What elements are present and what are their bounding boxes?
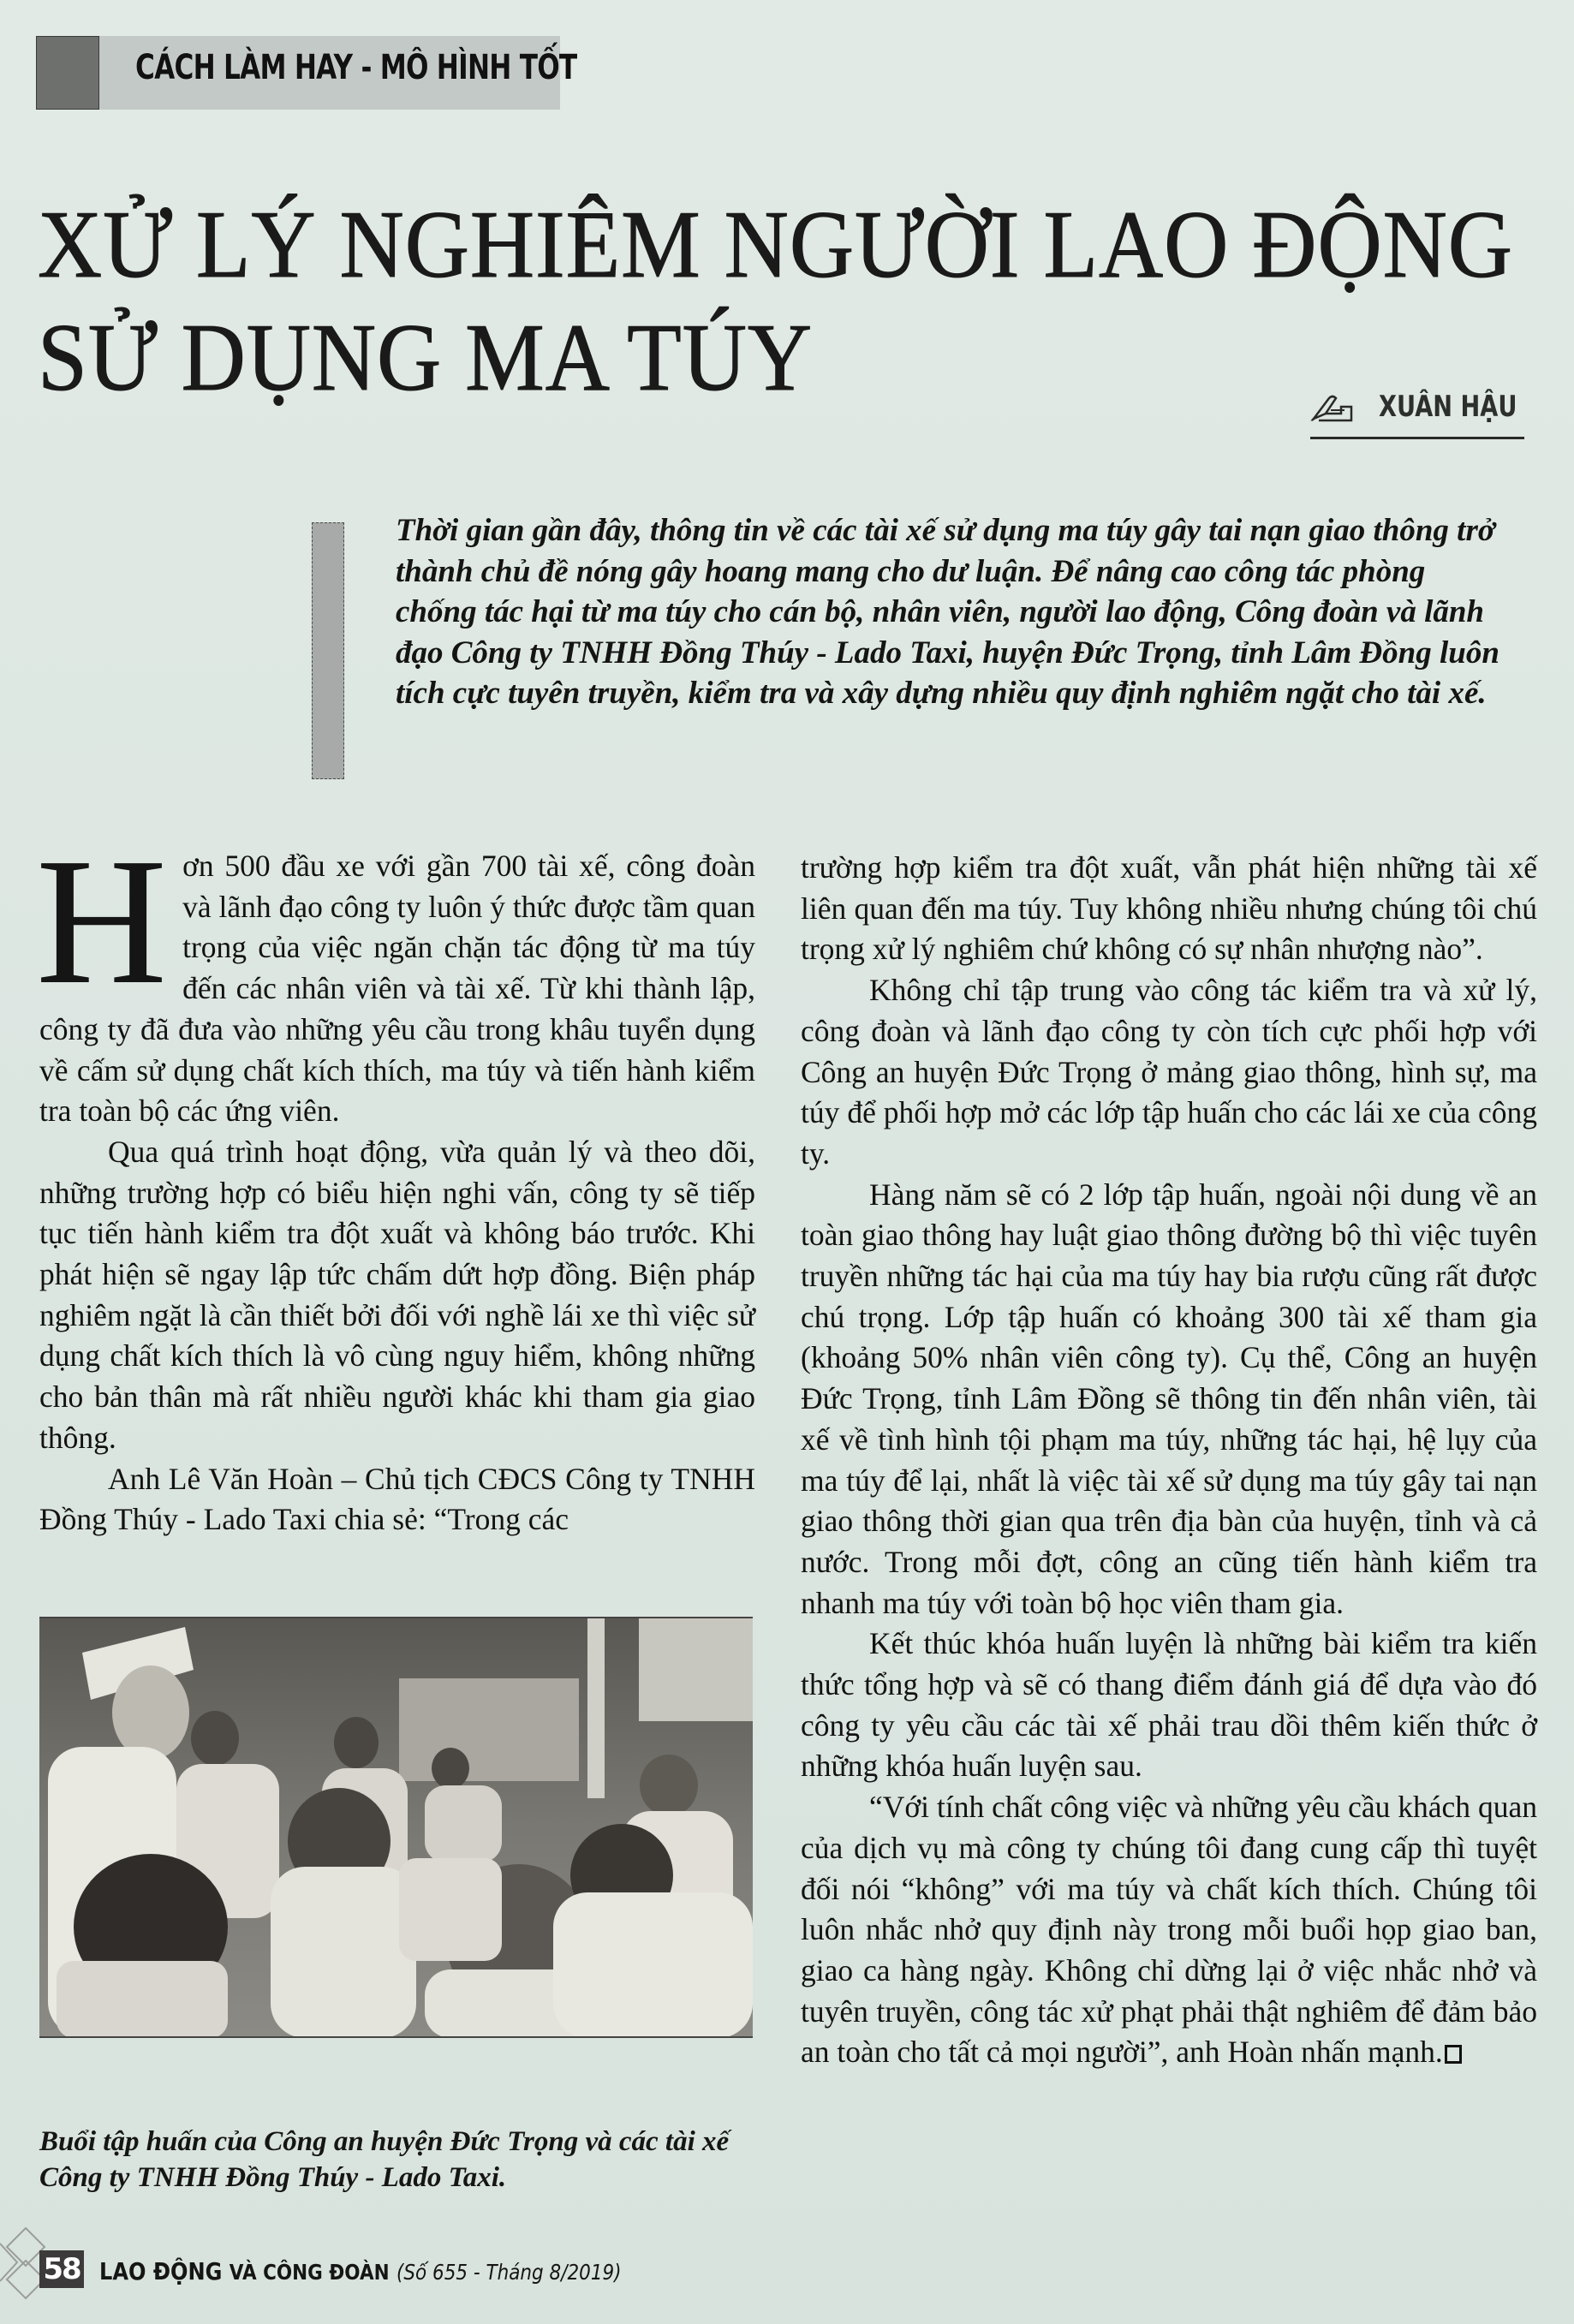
author-name: XUÂN HẬU <box>1379 390 1517 424</box>
body-paragraph: Anh Lê Văn Hoàn – Chủ tịch CĐCS Công ty TNHH Đồng Thúy - Lado Taxi chia sẻ: “Trong các <box>39 1461 755 1537</box>
article-title-line-2: SỬ DỤNG MA TÚY <box>38 305 814 411</box>
section-label: CÁCH LÀM HAY - MÔ HÌNH TỐT <box>135 48 577 87</box>
byline-underline <box>1310 437 1524 439</box>
issue-info: (Số 655 - Tháng 8/2019) <box>396 2260 622 2285</box>
publication-name <box>99 2257 622 2285</box>
drop-cap: H <box>36 820 168 1022</box>
body-paragraph <box>801 1787 1537 2073</box>
article-photo <box>39 1617 753 2038</box>
end-of-article-box-icon <box>1445 2045 1462 2064</box>
training-session-photo <box>39 1618 753 2036</box>
body-paragraph: Không chỉ tập trung vào công tác kiểm tra và xử lý, công đoàn và lãnh đạo công ty còn tích cực phối hợp với Công an huyện Đức Trọng ở mảng giao thông, hình sự, ma túy để phối hợp mở các lớp tập huấn cho các lái xe của công ty. <box>801 973 1537 1171</box>
page-number: 58 <box>39 2250 84 2288</box>
paragraph-text: ơn 500 đầu xe với gần 700 tài xế, công đoàn và lãnh đạo công ty luôn ý thức được tầm quan trọng của việc ngăn chặn tác động từ ma túy đến các nhân viên và tài xế. Từ khi thành lập, công ty đã đưa vào những yêu cầu trong khâu tuyển dụng về cấm sử dụng chất kích thích, ma túy và tiến hành kiểm tra toàn bộ các ứng viên. <box>39 849 755 1129</box>
lead-accent-bar <box>312 522 344 779</box>
body-paragraph: Qua quá trình hoạt động, vừa quản lý và theo dõi, những trường hợp có biểu hiện nghi vấn, công ty sẽ tiếp tục tiến hành kiểm tra đột xuất và không báo trước. Khi phát hiện sẽ ngay lập tức chấm dứt hợp đồng. Biện pháp nghiêm ngặt là cần thiết bởi đối với nghề lái xe thì việc sử dụng chất kích thích là vô cùng nguy hiểm, không những cho bản thân mà rất nhiều người khác khi tham gia giao thông. <box>39 1134 755 1455</box>
body-paragraph: trường hợp kiểm tra đột xuất, vẫn phát hiện những tài xế liên quan đến ma túy. Tuy không nhiều nhưng chúng tôi chú trọng xử lý nghiêm chứ không có sự nhân nhượng nào”. <box>801 850 1537 967</box>
photo-caption: Buổi tập huấn của Công an huyện Đức Trọng và các tài xế Công ty TNHH Đồng Thúy - Lado Taxi. <box>39 2126 730 2193</box>
section-banner-marker <box>36 36 99 110</box>
body-paragraph <box>36 820 755 1132</box>
paragraph-text: “Với tính chất công việc và những yêu cầu khách quan của dịch vụ mà công ty chúng tôi đang cung cấp thì tuyệt đối nói “không” với ma túy và chất kích thích. Chúng tôi luôn nhắc nhở quy định này trong mỗi buổi họp giao ban, giao ca hàng ngày. Không chỉ dừng lại ở việc nhắc nhở và tuyên truyền, công tác xử phạt phải thật nghiêm để đảm bảo an toàn cho tất cả mọi người”, anh Hoàn nhấn mạnh. <box>801 1790 1537 2070</box>
page-footer <box>0 2226 771 2303</box>
body-column-right <box>801 848 1537 2073</box>
article-lead: Thời gian gần đây, thông tin về các tài xế sử dụng ma túy gây tai nạn giao thông trở thành chủ đề nóng gây hoang mang cho dư luận. Để nâng cao công tác phòng chống tác hại từ ma túy cho cán bộ, nhân viên, người lao động, Công đoàn và lãnh đạo Công ty TNHH Đồng Thúy - Lado Taxi, huyện Đức Trọng, tỉnh Lâm Đồng luôn tích cực tuyên truyền, kiểm tra và xây dựng nhiều quy định nghiêm ngặt cho tài xế. <box>396 513 1499 711</box>
byline <box>1310 390 1552 424</box>
body-column-left <box>36 820 755 1540</box>
writing-hand-icon <box>1310 391 1358 422</box>
publication-name-part1: LAO ĐỘNG <box>99 2257 223 2285</box>
publication-name-part2: VÀ CÔNG ĐOÀN <box>229 2260 390 2285</box>
article-title-line-1: XỬ LÝ NGHIÊM NGƯỜI LAO ĐỘNG <box>38 192 1513 298</box>
body-paragraph: Hàng năm sẽ có 2 lớp tập huấn, ngoài nội dung về an toàn giao thông hay luật giao thông đường bộ thì việc tuyên truyền những tác hại của ma túy hay bia rượu cũng rất được chú trọng. Lớp tập huấn có khoảng 300 tài xế tham gia (khoảng 50% nhân viên công ty). Cụ thể, Công an huyện Đức Trọng, tỉnh Lâm Đồng sẽ thông tin đến nhân viên, tài xế về tình hình tội phạm ma túy, những tác hại, hệ lụy của ma túy để lại, nhất là việc tài xế sử dụng ma túy gây tai nạn giao thông thời gian qua trên địa bàn của huyện, tỉnh và cả nước. Trong mỗi đợt, công an cũng tiến hành kiểm tra nhanh ma túy với toàn bộ học viên tham gia. <box>801 1177 1537 1620</box>
body-paragraph: Kết thúc khóa huấn luyện là những bài kiểm tra kiến thức tổng hợp và sẽ có thang điểm đánh giá để dựa vào đó công ty yêu cầu các tài xế phải trau dồi thêm kiến thức ở những khóa huấn luyện sau. <box>801 1626 1537 1784</box>
section-banner <box>36 36 577 110</box>
